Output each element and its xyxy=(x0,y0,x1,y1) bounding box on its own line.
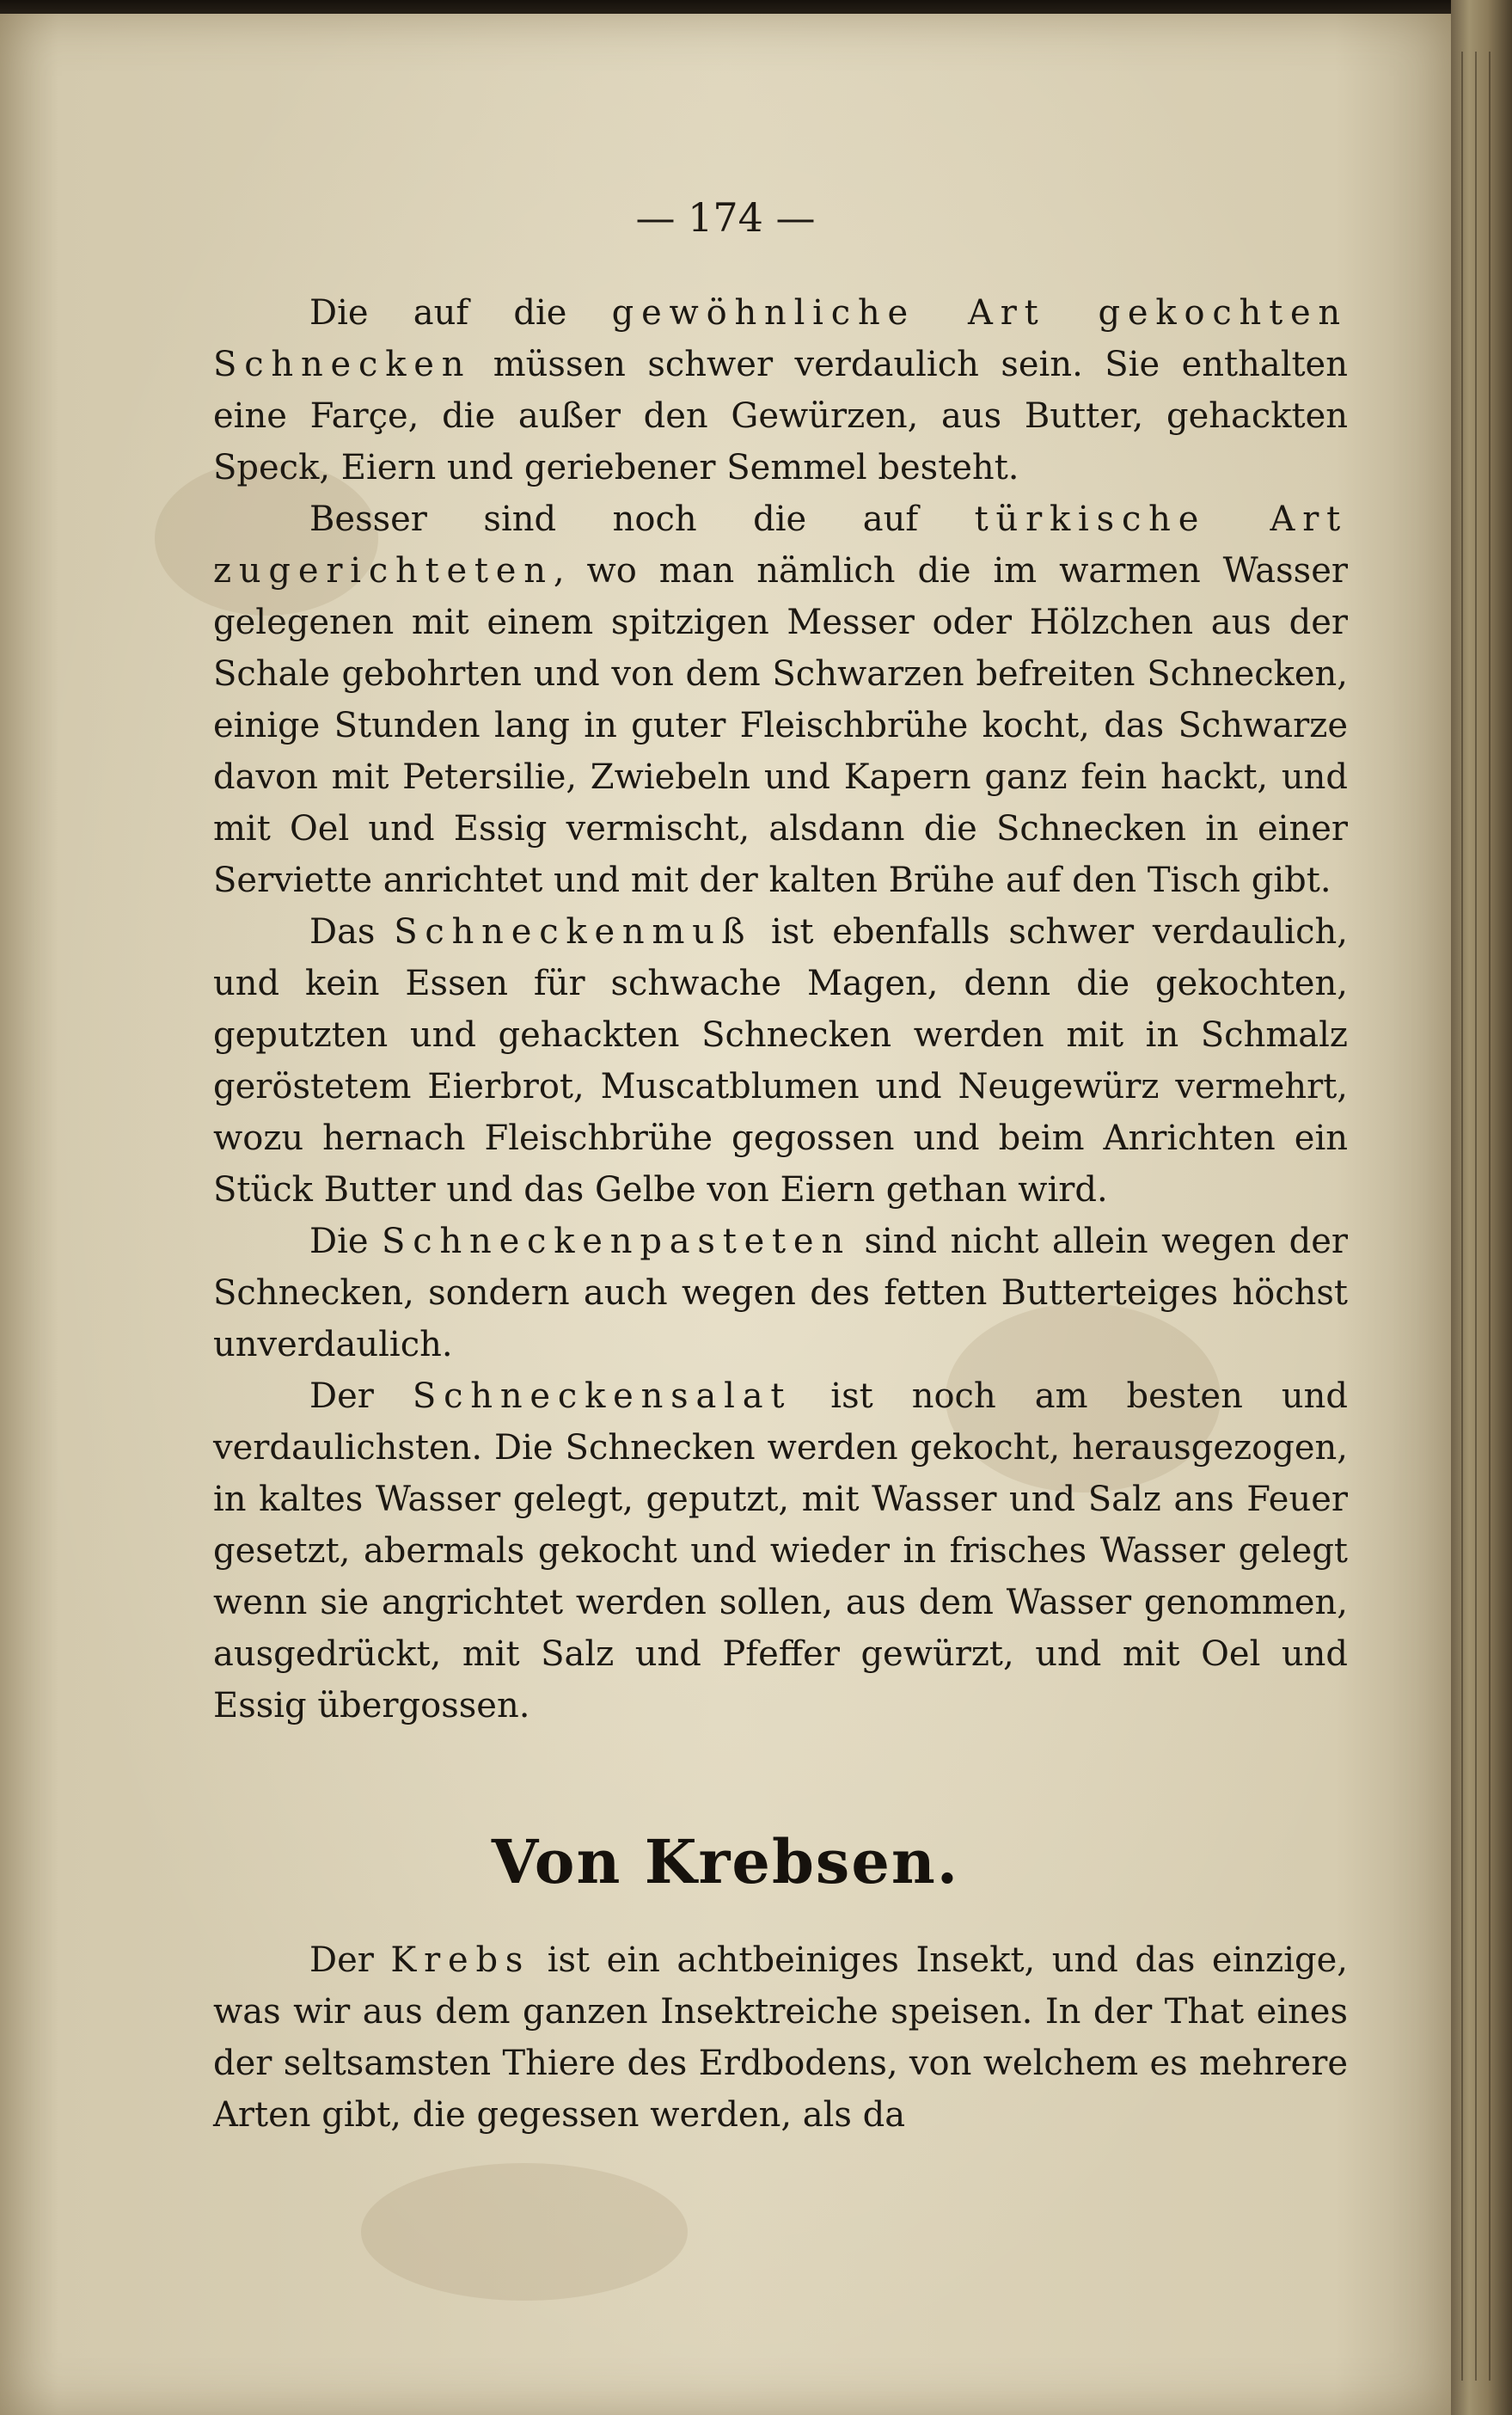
spaced-emphasis: Schneckenpasteten xyxy=(382,1222,851,1261)
text-run: ist noch am besten und verdaulichsten. Die Schnecken werden gekocht, herausgezogen, in kaltes Wasser gelegt, geputzt, mit Wasser und Salz ans Feuer gesetzt, abermals gekocht und wieder in frisches Wasser gelegt wenn sie angrichtet werden sollen, aus dem Wasser genommen, ausgedrückt, mit Salz und Pfeffer gewürzt, und mit Oel und Essig übergossen. xyxy=(213,1376,1348,1725)
page-stack-line xyxy=(1461,52,1463,2381)
page-number: — 174 — xyxy=(635,194,816,241)
paragraph-snail-mush xyxy=(213,906,1348,1216)
text-run: Die xyxy=(309,1222,383,1261)
paragraph-crayfish xyxy=(213,1934,1348,2141)
paper-stain xyxy=(361,2163,688,2301)
paragraph-turkish-snails xyxy=(213,493,1348,906)
page-stack-line xyxy=(1475,52,1477,2381)
text-run: müssen schwer verdaulich sein. Sie enthalten eine Farçe, die außer den Gewürzen, aus Butter, gehackten Speck, Eiern und geriebener Semmel besteht. xyxy=(213,345,1348,487)
text-run: Das xyxy=(309,912,395,952)
adjacent-page-edge xyxy=(1451,0,1512,2415)
text-run: ist ein achtbeiniges Insekt, und das einzige, was wir aus dem ganzen Insektreiche speisen. In der That eines der seltsamsten Thiere des Erdbodens, von welchem es mehrere Arten gibt, die gegessen werden, als da xyxy=(213,1940,1349,2135)
spaced-emphasis: Schneckenmuß xyxy=(394,912,753,952)
paragraph-snail-salad xyxy=(213,1370,1348,1732)
text-run: Der xyxy=(309,1940,391,1980)
paragraph-snail-pastry xyxy=(213,1216,1348,1370)
spaced-emphasis: Schneckensalat xyxy=(412,1376,793,1416)
page-sheet xyxy=(0,14,1451,2415)
spaced-emphasis: türkische Art zugerichteten xyxy=(213,500,1348,591)
text-run: Besser sind noch die auf xyxy=(309,500,975,539)
text-run: Die auf die xyxy=(309,293,612,333)
spaced-emphasis: gewöhnliche Art gekochten Schnecken xyxy=(213,293,1348,384)
spaced-emphasis: Krebs xyxy=(390,1940,531,1980)
text-run: Der xyxy=(309,1376,413,1416)
text-run: , wo man nämlich die im warmen Wasser gelegenen mit einem spitzigen Messer oder Hölzchen aus der Schale gebohrten und von dem Schwarzen befreiten Schnecken, einige Stunden lang in guter Fleischbrühe kocht, das Schwarze davon mit Petersilie, Zwiebeln und Kapern ganz fein hackt, und mit Oel und Essig vermischt, alsdann die Schnecken in einer Serviette anrichtet und mit der kalten Brühe auf den Tisch gibt. xyxy=(213,551,1348,900)
text-run: ist ebenfalls schwer verdaulich, und kein Essen für schwache Magen, denn die gekochten, geputzten und gehackten Schnecken werden mit in Schmalz geröstetem Eierbrot, Muscatblumen und Neugewürz vermehrt, wozu hernach Fleischbrühe gegossen und beim Anrichten ein Stück Butter und das Gelbe von Eiern gethan wird. xyxy=(213,912,1348,1210)
section-heading-crayfish: Von Krebsen. xyxy=(491,1826,960,1897)
section-crayfish-text xyxy=(213,1934,1348,2141)
page-stack-line xyxy=(1489,52,1491,2381)
paragraph-common-snails xyxy=(213,287,1348,493)
section-snails-text xyxy=(213,287,1348,1732)
text-run: sind nicht allein wegen der Schnecken, sondern auch wegen des fetten Butterteiges höchst unverdaulich. xyxy=(213,1222,1349,1364)
